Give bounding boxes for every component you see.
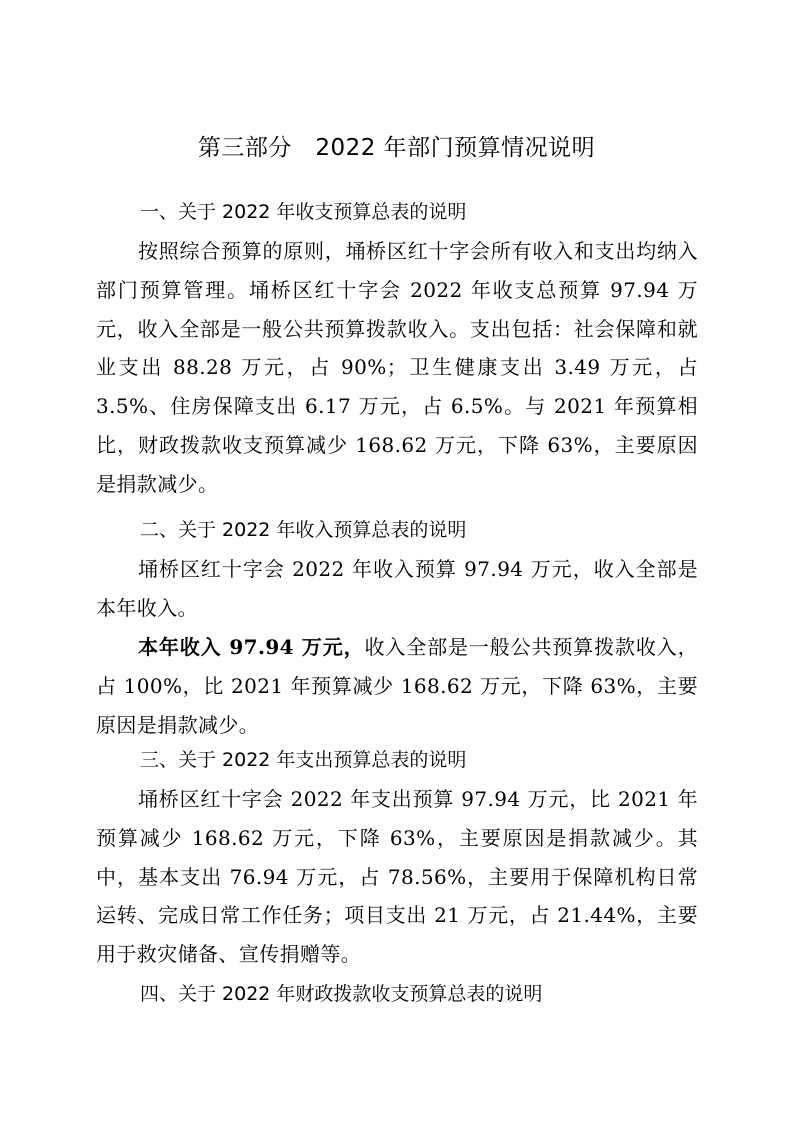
section-1-paragraph-1: [96, 232, 698, 504]
document-title: 第三部分 2022 年部门预算情况说明: [197, 135, 596, 161]
section-1-heading: 一、关于 2022 年收支预算总表的说明: [140, 201, 467, 223]
section-2-paragraph-2-lead: 本年收入 97.94 万元，: [138, 635, 365, 659]
section-2-paragraph-2-text: 收入全部是一般公共预算拨款收入，占 100%，比 2021 年预算减少 168.62 万元，下降 63%，主要原因是捐款减少。: [96, 635, 699, 737]
section-1-paragraph-1-text: 按照综合预算的原则，埇桥区红十字会所有收入和支出均纳入部门预算管理。埇桥区红十字会 2022 年收支总预算 97.94 万元，收入全部是一般公共预算拨款收入。支出包括：社会保障和就业支出 88.28 万元，占 90%；卫生健康支出 3.49 万元，占 3.5%、住房保障支出 6.17 万元，占 6.5%。与 2021 年预算相比，财政拨款收支预算减少 168.62 万元，下降 63%，主要原因是捐款减少。: [96, 239, 698, 496]
section-3-heading: 三、关于 2022 年支出预算总表的说明: [140, 749, 467, 771]
section-2-paragraph-2: [96, 628, 698, 744]
section-2-paragraph-1: [96, 550, 698, 628]
section-2-paragraph-1-text: 埇桥区红十字会 2022 年收入预算 97.94 万元，收入全部是本年收入。: [96, 557, 698, 620]
section-3-paragraph-1-text: 埇桥区红十字会 2022 年支出预算 97.94 万元，比 2021 年预算减少 168.62 万元，下降 63%，主要原因是捐款减少。其中，基本支出 76.94 万元，占 78.56%，主要用于保障机构日常运转、完成日常工作任务；项目支出 21 万元，占 21.44%，主要用于救灾储备、宣传捐赠等。: [96, 787, 698, 967]
section-2-heading: 二、关于 2022 年收入预算总表的说明: [140, 519, 467, 541]
section-3-paragraph-1: [96, 780, 698, 974]
section-4-heading: 四、关于 2022 年财政拨款收支预算总表的说明: [140, 983, 543, 1005]
